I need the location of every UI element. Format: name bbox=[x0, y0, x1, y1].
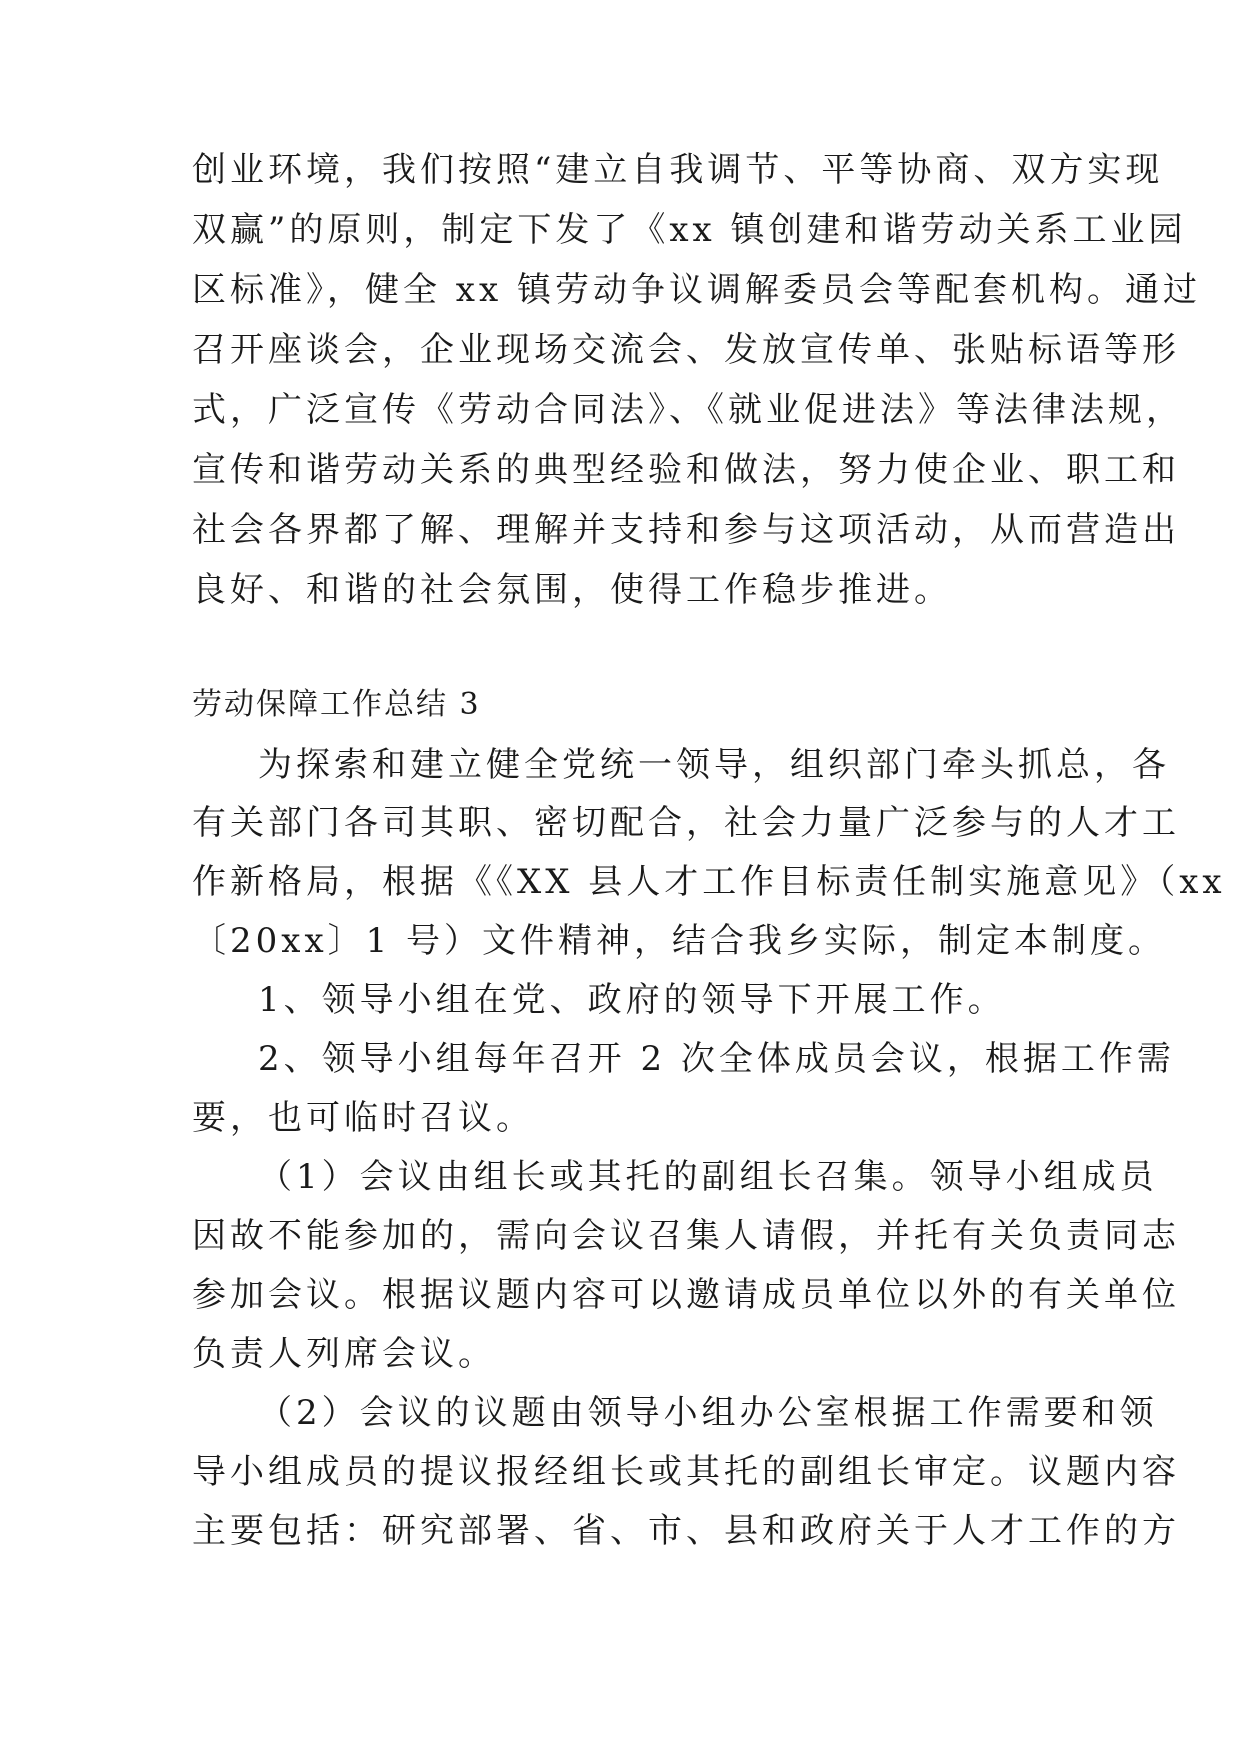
sub1-line-1: （1）会议由组长或其托的副组长召集。领导小组成员 bbox=[258, 1157, 1158, 1197]
paragraph1-line-4: 召开座谈会，企业现场交流会、发放宣传单、张贴标语等形 bbox=[192, 330, 1180, 370]
paragraph2-line-1: 为探索和建立健全党统一领导，组织部门牵头抓总，各 bbox=[258, 745, 1170, 785]
paragraph1-line-8: 良好、和谐的社会氛围，使得工作稳步推进。 bbox=[192, 570, 952, 610]
paragraph1-line-6: 宣传和谐劳动关系的典型经验和做法，努力使企业、职工和 bbox=[192, 450, 1180, 490]
sub2-line-3: 主要包括：研究部署、省、市、县和政府关于人才工作的方 bbox=[192, 1511, 1180, 1551]
sub1-line-3: 参加会议。根据议题内容可以邀请成员单位以外的有关单位 bbox=[192, 1275, 1180, 1315]
paragraph1-line-7: 社会各界都了解、理解并支持和参与这项活动，从而营造出 bbox=[192, 510, 1180, 550]
item2-line-1: 2、领导小组每年召开 2 次全体成员会议，根据工作需 bbox=[258, 1039, 1175, 1079]
paragraph1-line-2: 双赢”的原则，制定下发了《xx 镇创建和谐劳动关系工业园 bbox=[192, 210, 1187, 250]
paragraph2-line-4: 〔20xx〕1 号）文件精神，结合我乡实际，制定本制度。 bbox=[192, 921, 1167, 961]
paragraph1-line-5: 式，广泛宣传《劳动合同法》、《就业促进法》等法律法规， bbox=[192, 390, 1184, 430]
sub1-line-2: 因故不能参加的，需向会议召集人请假，并托有关负责同志 bbox=[192, 1216, 1180, 1256]
paragraph2-line-3: 作新格局，根据《《XX 县人才工作目标责任制实施意见》（xx bbox=[192, 862, 1226, 902]
section-title: 劳动保障工作总结 3 bbox=[192, 687, 481, 722]
item1-line: 1、领导小组在党、政府的领导下开展工作。 bbox=[258, 980, 1006, 1020]
sub2-line-1: （2）会议的议题由领导小组办公室根据工作需要和领 bbox=[258, 1393, 1158, 1433]
sub1-line-4: 负责人列席会议。 bbox=[192, 1334, 496, 1374]
paragraph1-line-1: 创业环境，我们按照“建立自我调节、平等协商、双方实现 bbox=[192, 150, 1164, 190]
item2-line-2: 要，也可临时召议。 bbox=[192, 1098, 534, 1138]
sub2-line-2: 导小组成员的提议报经组长或其托的副组长审定。议题内容 bbox=[192, 1452, 1180, 1492]
paragraph1-line-3: 区标准》，健全 xx 镇劳动争议调解委员会等配套机构。通过 bbox=[192, 270, 1201, 310]
paragraph2-line-2: 有关部门各司其职、密切配合，社会力量广泛参与的人才工 bbox=[192, 803, 1180, 843]
